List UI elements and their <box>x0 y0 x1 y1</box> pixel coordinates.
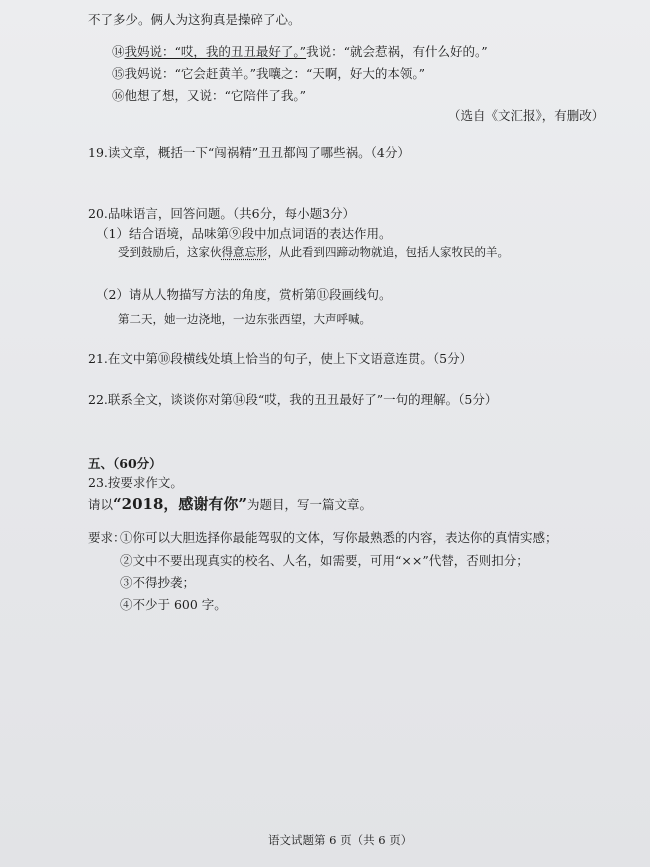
quoted-text-1 <box>118 244 509 260</box>
source-citation: （选自《文汇报》，有删改） <box>448 108 605 123</box>
paragraph-text: 我说：“就会惹祸，有什么好的。” <box>306 44 488 59</box>
essay-prompt <box>88 496 372 513</box>
requirement-3: ③不得抄袭； <box>120 575 196 590</box>
question-22: 22.联系全文，谈谈你对第⑭段“哎，我的丑丑最好了”一句的理解。（5分） <box>88 392 498 407</box>
question-23: 23.按要求作文。 <box>88 475 183 490</box>
paragraph-number: ⑭ <box>112 44 125 59</box>
section-5-title: 五、（60分） <box>88 456 162 471</box>
requirement-4: ④不少于 600 字。 <box>120 597 227 612</box>
prompt-text: 请以 <box>88 497 114 512</box>
paragraph-16: ⑯他想了想，又说：“它陪伴了我。” <box>112 88 307 103</box>
question-19: 19.读文章，概括一下“闯祸精”丑丑都闯了哪些祸。（4分） <box>88 145 410 160</box>
passage-line: 不了多少。俩人为这狗真是操碎了心。 <box>88 12 301 27</box>
quoted-text-part: 受到鼓励后，这家伙 <box>118 245 222 259</box>
question-20-1: （1）结合语境，品味第⑨段中加点词语的表达作用。 <box>96 226 392 241</box>
page-footer: 语文试题第 6 页（共 6 页） <box>268 833 413 847</box>
question-20-2: （2）请从人物描写方法的角度，赏析第⑪段画线句。 <box>96 287 392 302</box>
essay-topic: “2018，感谢有你” <box>113 495 248 513</box>
requirements-label: 要求： <box>88 530 126 545</box>
paragraph-15: ⑮我妈说：“它会赶黄羊。”我嚷之：“天啊，好大的本领。” <box>112 66 426 81</box>
dotted-words: 得意忘形 <box>221 245 268 259</box>
prompt-text: 为题目，写一篇文章。 <box>247 497 373 512</box>
question-21: 21.在文中第⑩段横线处填上恰当的句子，使上下文语意连贯。（5分） <box>88 351 473 366</box>
underlined-sentence: 我妈说：“哎，我的丑丑最好了。” <box>124 44 307 59</box>
requirement-1: ①你可以大胆选择你最能驾驭的文体，写你最熟悉的内容，表达你的真情实感； <box>120 530 558 545</box>
requirement-2: ②文中不要出现真实的校名、人名，如需要，可用“××”代替，否则扣分； <box>120 553 529 568</box>
quoted-text-2: 第二天，她一边浇地，一边东张西望，大声呼喊。 <box>118 312 371 326</box>
quoted-text-part: ，从此看到四蹄动物就追，包括人家牧民的羊。 <box>267 245 509 259</box>
question-20-title: 20.品味语言，回答问题。（共6分，每小题3分） <box>88 206 356 221</box>
paragraph-14 <box>112 44 488 60</box>
